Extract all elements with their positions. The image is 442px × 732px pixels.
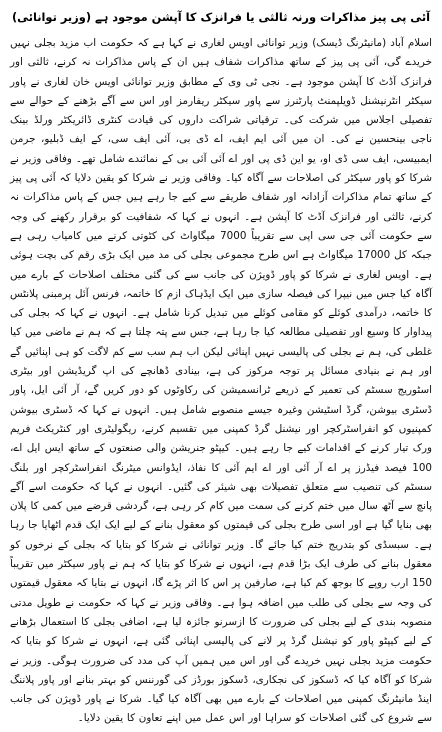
article-headline: آئی پی پیز مذاکرات ورنہ ثالثی یا فرانزک کا آپشن موجود ہے (وزیر توانائی) <box>11 10 431 24</box>
article-body: اسلام آباد (مانیٹرنگ ڈیسک) وزیر توانائی اویس لغاری نے کہا ہے کہ حکومت اب مزید بجلی نہیں خریدے گی، آئی پی پیز کے ساتھ مذاکرات شفاف ہیں ان کے پاس مذاکرات نہ کرنے، ثالثی اور فرانزک آڈٹ کا آپشن موجود ہے۔ نجی ٹی وی کے مطابق وزیر توانائی اویس خان لغاری نے پاور سیکٹر انٹرنیشنل ڈویلپمنٹ پارٹنرز سے پاور سیکٹر ریفارمز اور اس سے آگے بڑھنے کے حوالے سے تفصیلی اجلاس میں شرکت کی۔ ترقیاتی شراکت داروں کی قیادت کنٹری ڈائریکٹر ورلڈ بینک ناجی بینحسین نے کی۔ ان میں آئی ایم ایف، اے ڈی بی، آئی ایف سی، کے ایف ڈبلیو، جرمن ایمبیسی، ایف سی ڈی او، یو این ڈی پی اور اے آئی آئی بی کے نمائندے شامل تھے۔ وفاقی وزیر نے شرکا کو پاور سیکٹر کی اصلاحات سے آگاہ کیا۔ وفاقی وزیر نے شرکا کو یقین دلایا کہ آئی پی پیز کے ساتھ تمام مذاکرات آزادانہ اور شفاف طریقے سے کیے جا رہے ہیں جس کے پاس مذاکرات نہ کرنے، ثالثی اور فرانزک آڈٹ کا آپشن ہے۔ انہوں نے کہا کہ شفافیت کو برقرار رکھنے کی وجہ سے حکومت آئی جی سی اپی سے تقریباً 7000 میگاواٹ کی کٹوتی کرنے میں کامیاب رہی ہے جبکہ کل 17000 میگاواٹ ہے اس طرح مجموعی بجلی کی مد میں ایک بڑی رقم کی بچت ہوئی ہے۔ اویس لغاری نے شرکا کو پاور ڈویژن کی جانب سے کی گئی مختلف اصلاحات کے بارے میں آگاہ کیا جس میں نیپرا کی فیصلہ سازی میں ایک ایڈہاک ازم کا خاتمہ، فرنس آئل پرمبنی پلانٹس کا خاتمہ، درآمدی کوئلے کو مقامی کوئلے میں تبدیل کرنا شامل ہے۔ انہوں نے کہا کہ بجلی کی پیداوار کا وسیع اور تفصیلی مطالعہ کیا جا رہا ہے، جس سے پتہ چلتا ہے کہ ہم نے ماضی میں کیا غلطی کی، ہم نے بجلی کی پالیسی نہیں اپنائی لیکن اب ہم سب سے کم لاگت کو ہی اپنائیں گے اور ہم نے بنیادی مسائل پر توجہ مرکوز کی ہے، بینادی ڈھانچے کی اپ گریڈیشن اور بیٹری اسٹوریج سسٹم کی تعمیر کے ذریعے ٹرانسمیشن کی رکاوٹوں کو دور کریں گے، آر آئی ایل، پاور ڈسٹری بیوشن، گرڈ اسٹیشن وغیرہ جیسے منصوبے شامل ہیں۔ انہوں نے کہا کہ ڈسٹری بیوشن کمپنیوں کو انفراسٹرکچر اور نیشنل گرڈ کمپنی میں تقسیم کرنے، ریگولیٹری اور کنٹریکٹ فریم ورک تیار کرنے کے اقدامات کیے جا رہے ہیں۔ کیپٹو جنریشن والی صنعتوں کے ساتھ ایس ایل اے، 100 فیصد فیڈرز پر اے آر آئی اور اے ایم آئی کا نفاذ، ایڈوانس میٹرنگ انفراسٹرکچر اور بلنگ سسٹم کی تنصیب سے متعلق تفصیلات بھی شیئر کی گئیں۔ انہوں نے کہا کہ حکومت اسے آگے پانچ سے آٹھ سال میں ختم کرنے کی سمت میں کام کر رہی ہے، گردشی قرضے میں کمی کا پلان بھی بنایا گیا ہے اور اسی طرح بجلی کی قیمتوں کو معقول بنانے کے لیے ایک ایک قدم اٹھایا جا رہا ہے۔ سبسڈی کو بتدریج ختم کیا جائے گا۔ وزیر توانائی نے شرکا کو بتایا کہ بجلی کے نرخوں کو معقول بنانے کی طرف ایک بڑا قدم ہے، انہوں نے شرکا کو بتایا کہ ہم نے پاور سیکٹر میں تقریباً 150 ارب روپے کا بوجھ کم کیا ہے، صارفین پر اس کا اثر پڑے گا، انہوں نے بتایا کہ معقول قیمتوں کی وجہ سے بجلی کی طلب میں اضافہ ہوا ہے۔ وفاقی وزیر نے کہا کہ حکومت نے طویل مدتی منصوبہ بندی کے لیے بجلی کی ضرورت کا ازسرنو جائزہ لیا ہے، اضافی بجلی کا استعمال بڑھانے کے لیے کیپٹو پاور کو نیشنل گرڈ پر لانے کی پالیسی اپنائی گئی ہے، انہوں نے شرکا کو بتایا کہ حکومت مزید بجلی نہیں خریدے گی اور اس میں ہمیں آپ کی مدد کی ضرورت ہوگی۔ وزیر نے شرکا کو آگاہ کیا کہ ڈسکوز کی نجکاری، ڈسکوز بورڈز کی گورننس کو بہتر بنانے اور پاور پلاننگ اینڈ مانیٹرنگ کمپنی میں اصلاحات کے بارے میں بھی آگاہ کیا گیا۔ شرکا نے پاور ڈویژن کی جانب سے شروع کی گئی اصلاحات کو سراہا اور اس عمل میں اپنے تعاون کا یقین دلایا۔ <box>10 37 432 725</box>
